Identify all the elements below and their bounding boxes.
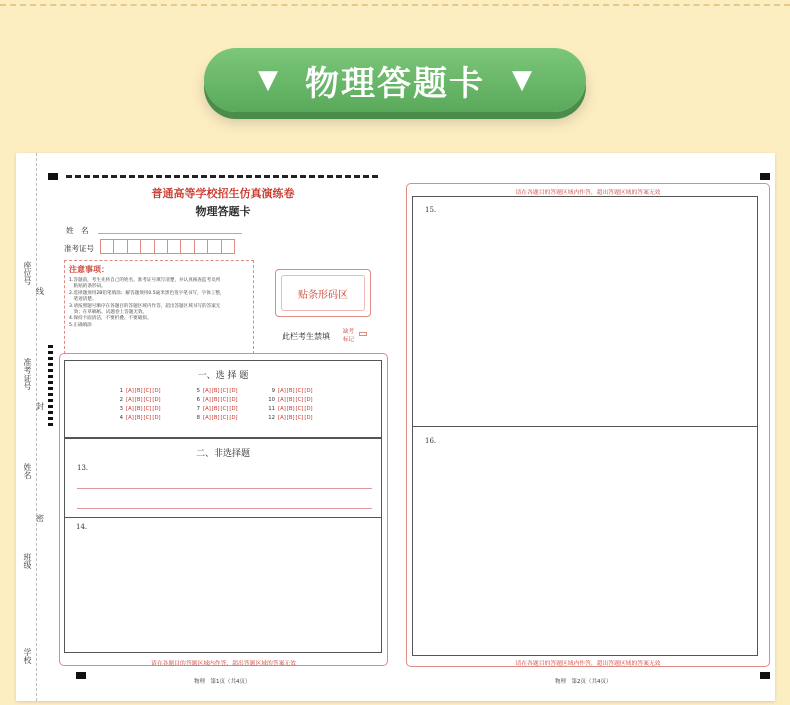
- down-arrow-icon: ▼: [512, 65, 532, 95]
- exam-title: 普通高等学校招生仿真演练卷: [151, 187, 295, 200]
- choice-option-bubble[interactable]: [D]: [229, 397, 238, 403]
- choice-option-bubble[interactable]: [D]: [229, 388, 238, 394]
- choice-question-row: [113, 388, 162, 394]
- answer-line[interactable]: [77, 508, 372, 509]
- no-fill-label: 此栏考生禁填: [282, 332, 330, 341]
- header-dash-line: [66, 175, 378, 178]
- choice-option-bubble[interactable]: [B]: [211, 388, 220, 394]
- choice-option-bubble[interactable]: [C]: [143, 415, 152, 421]
- choice-question-number: 10: [268, 397, 275, 403]
- choice-question-row: [265, 415, 314, 421]
- student-name-label: 姓名: [23, 463, 32, 479]
- barcode-area: [275, 269, 371, 317]
- corner-mark: [76, 672, 86, 679]
- line-mark: 线: [36, 287, 44, 296]
- choice-option-bubble[interactable]: [B]: [134, 406, 143, 412]
- choice-question-number: 6: [196, 397, 200, 403]
- choice-option-bubble[interactable]: [B]: [211, 406, 220, 412]
- choice-option-bubble[interactable]: [A]: [278, 397, 286, 403]
- choice-option-bubble[interactable]: [C]: [220, 388, 229, 394]
- choice-question-number: 7: [196, 406, 200, 412]
- answer-area-note: 请在各题目的答题区域内作答，超出答题区域的答案无效: [151, 661, 296, 667]
- name-label: 姓 名: [66, 226, 89, 235]
- choice-question-number: 9: [271, 388, 275, 394]
- choice-option-bubble[interactable]: [B]: [134, 388, 143, 394]
- exam-id-label: 准考证号: [64, 244, 94, 253]
- notice-item: 2.选择题须用2B铅笔填涂；解答题须用0.5毫米黑色签字笔书写，字体工整，: [69, 290, 225, 296]
- choice-option-bubble[interactable]: [A]: [203, 397, 211, 403]
- choice-option-bubble[interactable]: [A]: [126, 397, 134, 403]
- choice-option-bubble[interactable]: [C]: [295, 406, 304, 412]
- choice-question-number: 5: [196, 388, 200, 394]
- secret-mark: 密: [36, 514, 44, 523]
- notice-item: 1.答题前，考生先将自己的姓名、准考证号填写清楚，并认真核查监考员所: [69, 278, 221, 283]
- choice-option-bubble[interactable]: [D]: [304, 415, 313, 421]
- choice-option-bubble[interactable]: [B]: [211, 397, 220, 403]
- answer-panel-left: [59, 353, 388, 666]
- choice-question-row: [113, 406, 162, 412]
- question-15-box[interactable]: [412, 196, 758, 427]
- barcode-label: 贴条形码区: [281, 275, 365, 311]
- choice-question-row: [190, 388, 239, 394]
- answer-area-note: 请在各题目的答题区域内作答，超出答题区域的答案无效: [515, 661, 661, 667]
- choice-option-bubble[interactable]: [D]: [152, 406, 161, 412]
- choice-option-bubble[interactable]: [D]: [152, 397, 161, 403]
- corner-mark: [760, 672, 770, 679]
- choice-option-bubble[interactable]: [A]: [203, 388, 211, 394]
- page-footer-1: 物理 第1页（共4页）: [194, 679, 251, 685]
- question-15-label: 15.: [425, 206, 437, 214]
- choice-option-bubble[interactable]: [C]: [220, 415, 229, 421]
- choice-option-bubble[interactable]: [D]: [304, 406, 313, 412]
- choice-option-bubble[interactable]: [D]: [304, 397, 313, 403]
- class-label: 班级: [23, 553, 32, 569]
- choice-question-row: [190, 397, 239, 403]
- notice-item: 粘贴的条形码。: [69, 284, 106, 290]
- choice-option-bubble[interactable]: [A]: [203, 406, 211, 412]
- choice-question-row: [113, 415, 162, 421]
- choice-question-number: 3: [119, 406, 123, 412]
- answer-area-note: 请在各题目的答题区域内作答，超出答题区域的答案无效: [515, 190, 661, 196]
- notice-title: 注意事项：: [69, 265, 109, 274]
- notice-item: 4.保持卡面清洁，不要折叠、不要破损。: [69, 316, 152, 322]
- name-field[interactable]: [98, 233, 242, 234]
- answer-panel-right: [406, 183, 770, 667]
- non-choice-section: [64, 438, 382, 518]
- title-banner: [204, 48, 586, 112]
- choice-option-bubble[interactable]: [A]: [203, 415, 211, 421]
- exam-no-label: 准考证号: [23, 358, 32, 390]
- choice-option-bubble[interactable]: [D]: [229, 406, 238, 412]
- choice-question-number: 2: [119, 397, 123, 403]
- choice-question-number: 12: [268, 415, 275, 421]
- choice-option-bubble[interactable]: [C]: [295, 397, 304, 403]
- question-16-label: 16.: [425, 437, 437, 445]
- choice-option-bubble[interactable]: [B]: [134, 397, 143, 403]
- choice-option-bubble[interactable]: [A]: [278, 406, 286, 412]
- choice-option-bubble[interactable]: [A]: [126, 388, 134, 394]
- top-decorative-dash: [0, 4, 790, 6]
- choice-option-bubble[interactable]: [B]: [286, 397, 295, 403]
- choice-option-bubble[interactable]: [A]: [126, 406, 134, 412]
- binding-marks: [48, 345, 53, 429]
- choice-question-row: [265, 406, 314, 412]
- choice-option-bubble[interactable]: [C]: [295, 388, 304, 394]
- choice-question-row: [190, 406, 239, 412]
- choice-option-bubble[interactable]: [D]: [152, 388, 161, 394]
- choice-option-bubble[interactable]: [B]: [286, 415, 295, 421]
- binding-line: [36, 153, 37, 701]
- school-label: 学校: [23, 648, 32, 664]
- page-footer-2: 物理 第2页（共4页）: [555, 679, 612, 685]
- card-title: 物理答题卡: [195, 205, 251, 218]
- choice-option-bubble[interactable]: [C]: [295, 415, 304, 421]
- absent-checkbox[interactable]: [359, 332, 367, 336]
- choice-question-row: [113, 397, 162, 403]
- banner-title: 物理答题卡: [305, 63, 485, 104]
- notice-item: 效；在草稿纸、试题卷上答题无效。: [69, 310, 148, 316]
- notice-box: [64, 260, 254, 354]
- seat-label: 座位号: [23, 261, 32, 285]
- choice-question-row: [190, 415, 239, 421]
- choice-option-bubble[interactable]: [C]: [143, 388, 152, 394]
- choice-option-bubble[interactable]: [D]: [229, 415, 238, 421]
- choice-option-bubble[interactable]: [D]: [304, 388, 313, 394]
- answer-sheet: [16, 153, 775, 701]
- choice-option-bubble[interactable]: [B]: [134, 415, 143, 421]
- choice-option-bubble[interactable]: [C]: [143, 406, 152, 412]
- corner-mark: [760, 173, 770, 180]
- answer-line[interactable]: [77, 488, 372, 489]
- absent-label: 缺考 标记: [343, 329, 355, 343]
- down-arrow-icon: ▼: [258, 65, 278, 95]
- notice-item: 3.请按照题号顺序在各题目的答题区域内作答，超出答题区域书写的答案无: [69, 303, 221, 309]
- choice-question-number: 1: [119, 388, 123, 394]
- choice-option-bubble[interactable]: [B]: [286, 388, 295, 394]
- choice-question-number: 8: [196, 415, 200, 421]
- question-14-label: 14.: [76, 523, 88, 531]
- choice-option-bubble[interactable]: [C]: [220, 397, 229, 403]
- choice-option-bubble[interactable]: [B]: [286, 406, 295, 412]
- notice-item: 5.正确填涂: [69, 322, 92, 328]
- choice-option-bubble[interactable]: [A]: [278, 388, 286, 394]
- section1-title: 一、选 择 题: [197, 371, 249, 381]
- choice-question-number: 11: [268, 406, 275, 412]
- seal-mark: 封: [36, 402, 44, 411]
- choice-option-bubble[interactable]: [C]: [143, 397, 152, 403]
- section2-title: 二、非选择题: [195, 449, 250, 459]
- choice-question-number: 4: [119, 415, 123, 421]
- question-16-box[interactable]: [412, 426, 758, 656]
- choice-option-bubble[interactable]: [A]: [126, 415, 134, 421]
- question-13-label: 13.: [77, 464, 89, 472]
- choice-option-bubble[interactable]: [B]: [211, 415, 220, 421]
- notice-item: 笔迹清楚。: [69, 297, 97, 303]
- choice-option-bubble[interactable]: [A]: [278, 415, 286, 421]
- choice-question-row: [265, 388, 314, 394]
- choice-question-row: [265, 397, 314, 403]
- exam-id-boxes[interactable]: [100, 239, 234, 254]
- choice-option-bubble[interactable]: [D]: [152, 415, 161, 421]
- choice-option-bubble[interactable]: [C]: [220, 406, 229, 412]
- corner-mark: [48, 173, 58, 180]
